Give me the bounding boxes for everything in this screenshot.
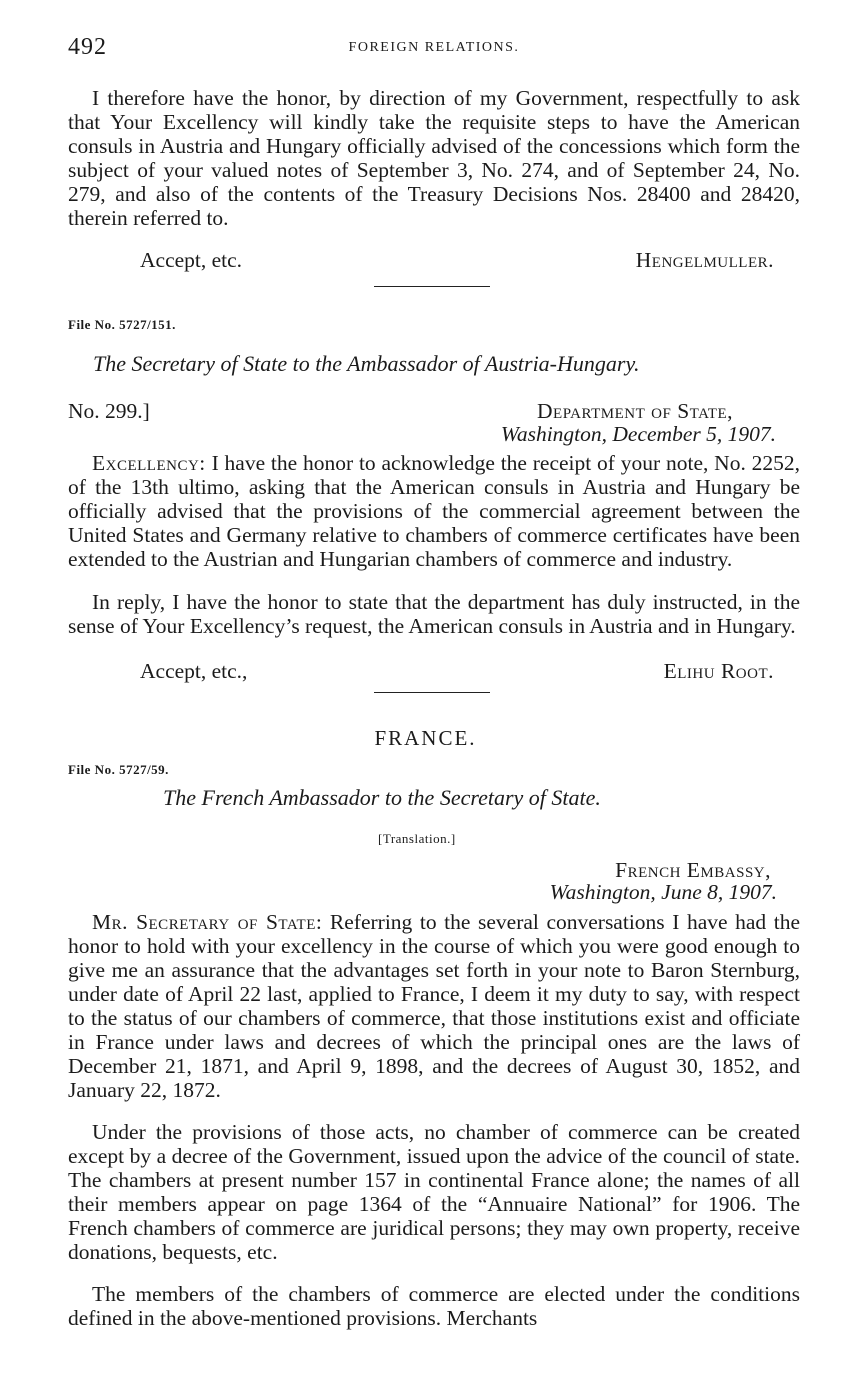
translation-note: [Translation.]	[378, 831, 456, 846]
place-date: Washington, June 8, 1907.	[549, 880, 777, 904]
letter1-body: I therefore have the honor, by direction of my Government, respectfully to ask that Your Excellency will kindly take the requisite steps to have the American consuls in Austria and Hungary officially advised of the concessions which form the subject of your valued notes of September 3, No. 274, and of September 24, No. 279, and also of the contents of the Treasury Decisions Nos. 28400 and 28420, therein referred to.	[68, 86, 800, 230]
letter3-paragraph-1	[68, 910, 800, 1102]
paragraph-text: Referring to the several conversations I have had the honor to hold with your excellency in the course of which you were good enough to give me an assurance that the advantages set forth in your note to Baron Sternburg, under date of April 22 last, applied to France, I deem it my duty to say, with respect to the status of our chambers of commerce, that those institutions exist and officiate in France under laws and decrees of which the principal ones are the laws of December 21, 1871, and April 9, 1898, and the decrees of August 30, 1852, and January 22, 1872.	[68, 910, 800, 1102]
section-divider	[374, 286, 490, 287]
file-number: File No. 5727/59.	[68, 762, 169, 777]
letter2-signature: Elihu Root.	[663, 659, 774, 683]
running-header	[68, 34, 800, 64]
page-number: 492	[68, 34, 107, 60]
salutation: Mr. Secretary of State:	[92, 910, 323, 934]
section-divider	[374, 692, 490, 693]
letter2-closing: Accept, etc.,	[140, 659, 248, 683]
letter1-closing: Accept, etc.	[140, 248, 243, 272]
sender-embassy: French Embassy,	[615, 858, 771, 882]
place-date: Washington, December 5, 1907.	[500, 422, 776, 446]
note-number: No. 299.]	[68, 399, 150, 423]
paragraph-text: I have the honor to acknowledge the receipt of your note, No. 2252, of the 13th ultimo, asking that the American consuls in Austria and Hungary be officially advised that the provisions of the commercial agreement between the United States and Germany relative to chambers of commerce certificates have been extended to the Austrian and Hungarian chambers of commerce and industry.	[68, 451, 800, 571]
file-number: File No. 5727/151.	[68, 317, 176, 332]
letter1-signature: Hengelmuller.	[635, 248, 774, 272]
letter2-paragraph-1	[68, 451, 800, 571]
letter-title: The Secretary of State to the Ambassador of Austria-Hungary.	[93, 351, 640, 376]
letter3-paragraph-3: The members of the chambers of commerce are elected under the conditions defined in the above-mentioned provisions. Merchants	[68, 1282, 800, 1330]
running-title: FOREIGN RELATIONS.	[348, 40, 520, 55]
sender-department: Department of State,	[537, 399, 733, 423]
salutation: Excellency:	[92, 451, 206, 475]
section-heading: FRANCE.	[374, 726, 477, 750]
letter2-paragraph-2: In reply, I have the honor to state that the department has duly instructed, in the sense of Your Excellency’s request, the American consuls in Austria and in Hungary.	[68, 590, 800, 638]
letter-title: The French Ambassador to the Secretary of State.	[163, 785, 601, 810]
letter3-paragraph-2: Under the provisions of those acts, no chamber of commerce can be created except by a decree of the Government, issued upon the advice of the council of state. The chambers at present number 157 in continental France alone; the names of all their members appear on page 1364 of the “Annuaire National” for 1906. The French chambers of commerce are juridical persons; they may own property, receive donations, bequests, etc.	[68, 1120, 800, 1264]
